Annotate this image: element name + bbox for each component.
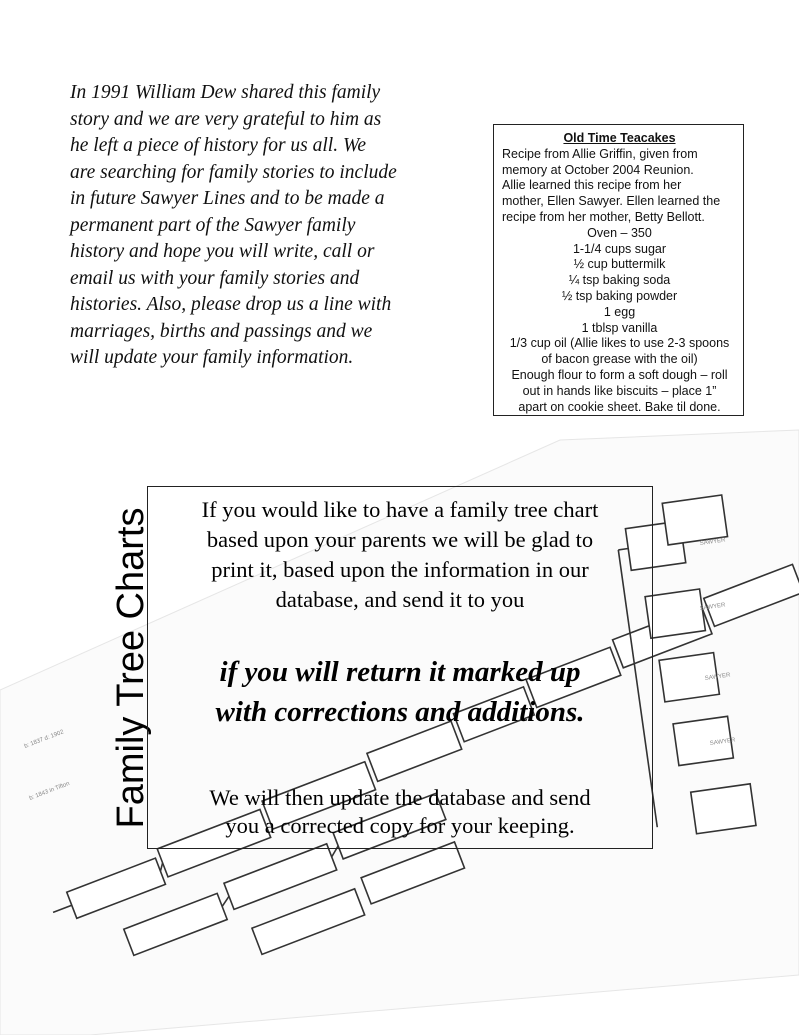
recipe-instructions <box>502 368 737 415</box>
instruction-line: apart on cookie sheet. Bake til done. <box>518 399 721 414</box>
ingredient-line: 1/3 cup oil (Allie likes to use 2-3 spoons <box>509 336 730 351</box>
intro-line: histories. Also, please drop us a line with <box>70 294 392 315</box>
svg-text:SAWYER: SAWYER <box>699 602 726 612</box>
intro-line: marriages, births and passings and we <box>70 320 373 342</box>
notice-closing <box>148 784 652 840</box>
intro-line: permanent part of the Sawyer family <box>70 214 356 236</box>
ingredient-line: ½ cup buttermilk <box>573 257 666 272</box>
family-tree-notice-box <box>147 486 653 849</box>
svg-text:SAWYER: SAWYER <box>699 537 726 547</box>
svg-text:b: 1837 d: 1902: b: 1837 d: 1902 <box>23 729 65 750</box>
recipe-title: Old Time Teacakes <box>563 131 676 145</box>
intro-line: in future Sawyer Lines and to be made a <box>70 188 385 209</box>
emphasis-line: with corrections and additions. <box>215 696 585 728</box>
closing-line: you a corrected copy for your keeping. <box>225 813 575 838</box>
recipe-intro <box>502 147 737 226</box>
instruction-line: Enough flour to form a soft dough – roll <box>511 367 728 382</box>
intro-line: history and hope you will write, call or <box>70 241 375 262</box>
section-title-vertical: Family Tree Charts <box>110 507 152 829</box>
recipe-intro-line: recipe from her mother, Betty Bellott. <box>502 209 705 224</box>
recipe-box <box>493 124 744 416</box>
notice-line: based upon your parents we will be glad to <box>206 527 594 552</box>
ingredient-line: Oven – 350 <box>587 225 652 240</box>
intro-line: he left a piece of history for us all. We <box>70 135 367 156</box>
notice-line: print it, based upon the information in our <box>211 557 589 582</box>
notice-line: If you would like to have a family tree chart <box>201 497 599 522</box>
ingredient-line: 1 egg <box>603 304 636 319</box>
recipe-intro-line: mother, Ellen Sawyer. Ellen learned the <box>502 194 721 209</box>
intro-line: In 1991 William Dew shared this family <box>70 82 381 103</box>
notice-line: database, and send it to you <box>275 587 525 612</box>
intro-line: story and we are very grateful to him as <box>70 108 382 130</box>
intro-paragraph <box>70 80 442 372</box>
ingredient-line: of bacon grease with the oil) <box>541 352 698 367</box>
ingredient-line: ¼ tsp baking soda <box>568 273 671 288</box>
svg-text:SAWYER: SAWYER <box>704 672 731 682</box>
svg-text:SAWYER: SAWYER <box>709 737 736 747</box>
intro-line: are searching for family stories to include <box>70 161 397 183</box>
svg-text:b: 1843 in Tifton: b: 1843 in Tifton <box>28 780 71 802</box>
instruction-line: out in hands like biscuits – place 1” <box>522 383 717 398</box>
notice-emphasis <box>148 652 652 732</box>
intro-line: will update your family information. <box>70 347 354 368</box>
notice-paragraph <box>148 495 652 615</box>
emphasis-line: if you will return it marked up <box>219 656 581 688</box>
intro-line: email us with your family stories and <box>70 267 360 289</box>
closing-line: We will then update the database and send <box>209 785 591 810</box>
recipe-intro-line: memory at October 2004 Reunion. <box>502 162 694 177</box>
ingredient-line: 1-1/4 cups sugar <box>572 241 667 256</box>
recipe-intro-line: Allie learned this recipe from her <box>502 178 682 193</box>
ingredient-line: ½ tsp baking powder <box>561 288 678 303</box>
ingredient-line: 1 tblsp vanilla <box>581 320 658 335</box>
recipe-intro-line: Recipe from Allie Griffin, given from <box>502 146 698 161</box>
recipe-ingredients <box>502 226 737 368</box>
